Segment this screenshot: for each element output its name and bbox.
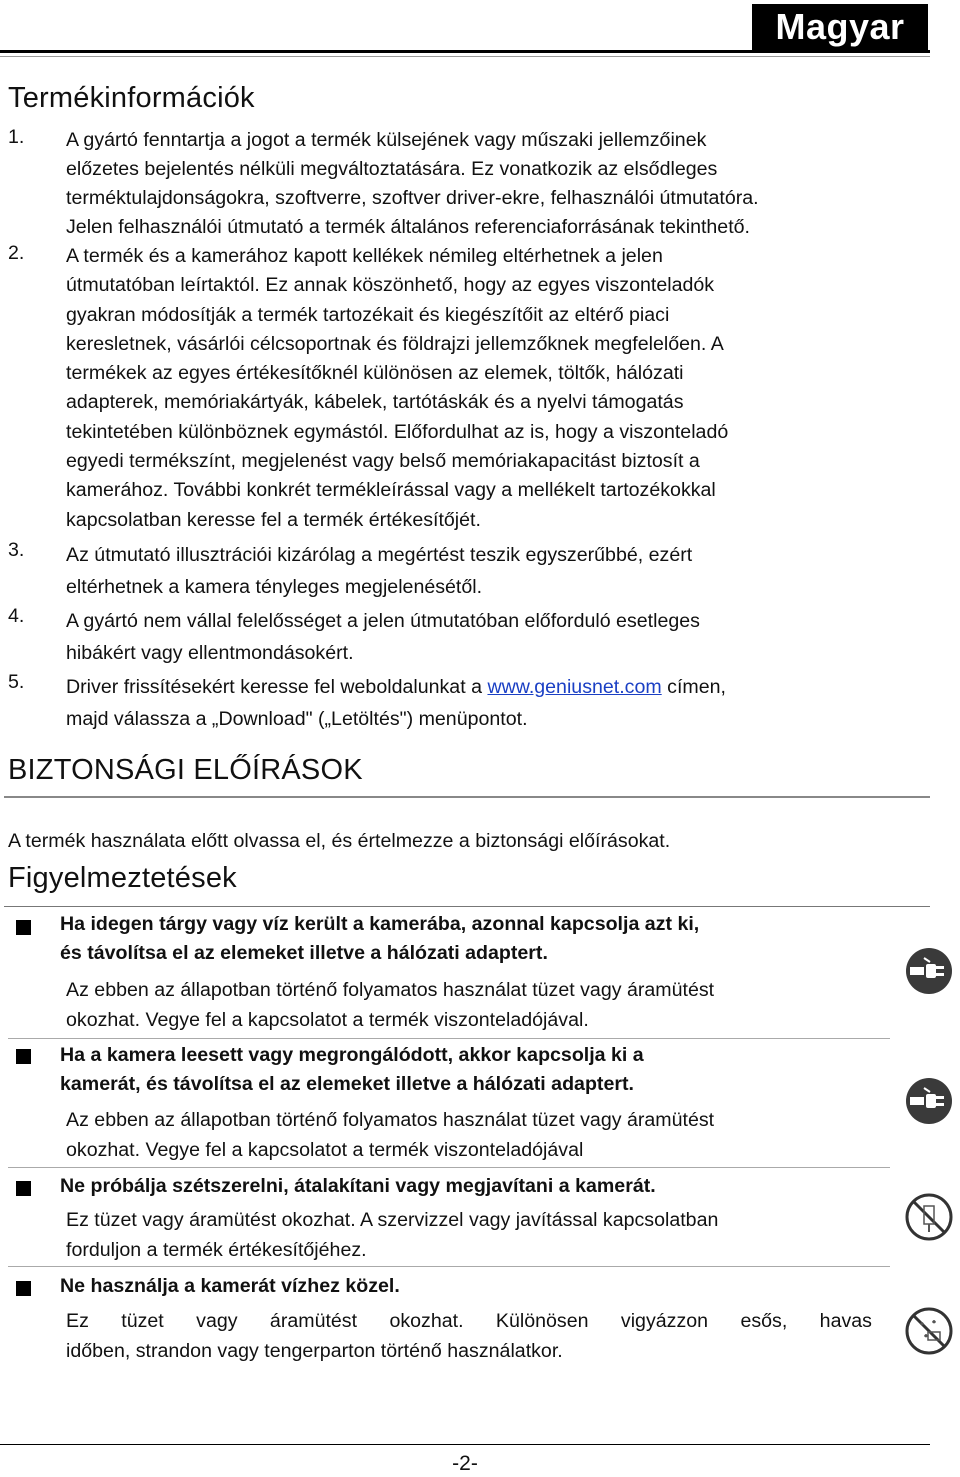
item-line: terméktulajdonságokra, szoftverre, szoftver driver-ekre, felhasználói útmutatóra. bbox=[66, 187, 759, 209]
list-item bbox=[8, 605, 888, 669]
item-number: 3. bbox=[8, 538, 25, 561]
item-line: tekintetében különböznek egymástól. Előfordulhat az is, hogy a viszonteladó bbox=[66, 420, 729, 443]
item-line: keresletnek, vásárlói célcsoportnak és földrajzi jellemzőknek megfelelően. A bbox=[66, 332, 724, 355]
item-line: egyedi termékszínt, megjelenést vagy belső memóriakapacitást biztosít a bbox=[66, 450, 700, 473]
warning-body-line: okozhat. Vegye fel a kapcsolatot a termék viszonteladójával bbox=[66, 1139, 584, 1161]
word: tüzet bbox=[121, 1310, 164, 1332]
website-link[interactable]: www.geniusnet.com bbox=[487, 675, 662, 698]
footer-rule bbox=[0, 1444, 930, 1445]
warning-heading bbox=[60, 1272, 400, 1301]
section-title-warnings: Figyelmeztetések bbox=[8, 862, 237, 894]
item-line: gyakran módosítják a termék tartozékait és kiegészítőit az eltérő piaci bbox=[66, 303, 670, 326]
warning-heading bbox=[60, 910, 699, 968]
warning-block bbox=[8, 1172, 890, 1270]
word: okozhat. bbox=[389, 1310, 464, 1332]
warning-divider bbox=[8, 1167, 890, 1168]
page-number: -2- bbox=[452, 1452, 478, 1475]
list-item bbox=[8, 671, 888, 735]
warning-block bbox=[8, 1041, 890, 1171]
safety-intro: A termék használata előtt olvassa el, és értelmezze a biztonsági előírásokat. bbox=[8, 830, 671, 852]
warning-body-line: forduljon a termék értékesítőjéhez. bbox=[66, 1239, 367, 1261]
word: áramütést bbox=[269, 1310, 358, 1332]
section-title-safety: BIZTONSÁGI ELŐÍRÁSOK bbox=[8, 754, 363, 786]
header-rule bbox=[0, 50, 930, 53]
item-line: majd válassza a „Download" („Letöltés") menüpontot. bbox=[66, 707, 528, 730]
item-line: Jelen felhasználói útmutató a termék általános referenciaforrásának tekinthető. bbox=[66, 216, 750, 238]
item-line: Az útmutató illusztrációi kizárólag a megértést teszik egyszerűbbé, ezért bbox=[66, 543, 693, 566]
item-text: Driver frissítésekért keresse fel weboldalunkat a bbox=[66, 675, 488, 698]
section-title-product-info: Termékinformációk bbox=[8, 82, 255, 114]
word: Ez bbox=[66, 1310, 89, 1332]
item-line: eltérhetnek a kamera tényleges megjelenésétől. bbox=[66, 575, 483, 598]
unplug-icon bbox=[904, 1076, 954, 1126]
list-item bbox=[8, 242, 888, 535]
item-line: adapterek, memóriakártyák, kábelek, tartótáskák és a nyelvi támogatás bbox=[66, 391, 684, 414]
warning-body bbox=[66, 975, 714, 1035]
list-item bbox=[8, 539, 888, 603]
bullet-icon bbox=[16, 920, 31, 935]
bullet-icon bbox=[16, 1049, 31, 1064]
word: Különösen bbox=[495, 1310, 589, 1332]
item-line: előzetes bejelentés nélküli megváltoztatására. Ez vonatkozik az elsődleges bbox=[66, 158, 718, 180]
section-rule bbox=[4, 796, 930, 798]
warning-divider bbox=[8, 1266, 890, 1267]
bullet-icon bbox=[16, 1181, 31, 1196]
warning-body bbox=[66, 1205, 718, 1265]
item-line: A termék és a kamerához kapott kellékek némileg eltérhetnek a jelen bbox=[66, 245, 663, 267]
no-water-icon bbox=[904, 1306, 954, 1356]
warning-heading-line: és távolítsa el az elemeket illetve a hálózati adaptert. bbox=[60, 942, 548, 964]
warning-body-line bbox=[66, 1306, 872, 1336]
warning-block bbox=[8, 1272, 890, 1372]
item-line: termékek az egyes értékesítőknél különösen az elemek, töltők, hálózati bbox=[66, 362, 684, 385]
header-rule-thin bbox=[0, 56, 930, 57]
item-line: útmutatóban leírtaktól. Ez annak köszönhető, hogy az egyes viszonteladók bbox=[66, 274, 715, 297]
item-line: hibákért vagy ellentmondásokért. bbox=[66, 641, 354, 664]
product-info-list bbox=[8, 126, 888, 735]
no-disassemble-icon bbox=[904, 1192, 954, 1242]
item-line: A gyártó nem vállal felelősséget a jelen útmutatóban előforduló esetleges bbox=[66, 609, 700, 632]
item-line: kamerához. További konkrét termékleírással vagy a mellékelt tartozékokkal bbox=[66, 479, 716, 502]
list-item bbox=[8, 126, 888, 242]
item-line: A gyártó fenntartja a jogot a termék külsejének vagy műszaki jellemzőinek bbox=[66, 129, 707, 151]
warning-body bbox=[66, 1306, 872, 1366]
warning-block bbox=[8, 910, 890, 1038]
warning-heading-line: Ne használja a kamerát vízhez közel. bbox=[60, 1275, 400, 1297]
unplug-icon bbox=[904, 946, 954, 996]
item-line bbox=[66, 671, 888, 703]
warning-body-line: Az ebben az állapotban történő folyamatos használat tüzet vagy áramütést bbox=[66, 979, 715, 1001]
warning-heading-line: Ne próbálja szétszerelni, átalakítani vagy megjavítani a kamerát. bbox=[60, 1175, 656, 1197]
warning-heading-line: kamerát, és távolítsa el az elemeket illetve a hálózati adaptert. bbox=[60, 1073, 634, 1095]
word: vigyázzon bbox=[620, 1310, 709, 1332]
warning-body-line: Ez tüzet vagy áramütést okozhat. A szervizzel vagy javítással kapcsolatban bbox=[66, 1209, 719, 1231]
warning-body-line: okozhat. Vegye fel a kapcsolatot a termék viszonteladójával. bbox=[66, 1009, 589, 1031]
item-number: 4. bbox=[8, 604, 25, 627]
warning-heading-line: Ha a kamera leesett vagy megrongálódott, akkor kapcsolja ki a bbox=[60, 1044, 644, 1066]
warning-heading bbox=[60, 1172, 656, 1201]
word: esős, bbox=[740, 1310, 788, 1332]
item-number: 2. bbox=[8, 242, 25, 264]
bullet-icon bbox=[16, 1281, 31, 1296]
item-text: címen, bbox=[661, 675, 726, 698]
item-number: 1. bbox=[8, 126, 25, 148]
section-rule bbox=[4, 906, 930, 907]
warning-body bbox=[66, 1105, 714, 1165]
word: havas bbox=[819, 1310, 872, 1332]
word: vagy bbox=[196, 1310, 238, 1332]
item-number: 5. bbox=[8, 670, 25, 693]
warning-heading-line: Ha idegen tárgy vagy víz került a kamerába, azonnal kapcsolja azt ki, bbox=[60, 913, 700, 935]
warning-divider bbox=[8, 1038, 890, 1039]
warning-heading bbox=[60, 1041, 644, 1099]
warning-body-line: időben, strandon vagy tengerparton történő használatkor. bbox=[66, 1340, 563, 1362]
item-line: kapcsolatban keresse fel a termék értékesítőjét. bbox=[66, 508, 481, 531]
language-badge: Magyar bbox=[752, 4, 928, 50]
warning-body-line: Az ebben az állapotban történő folyamatos használat tüzet vagy áramütést bbox=[66, 1109, 715, 1131]
